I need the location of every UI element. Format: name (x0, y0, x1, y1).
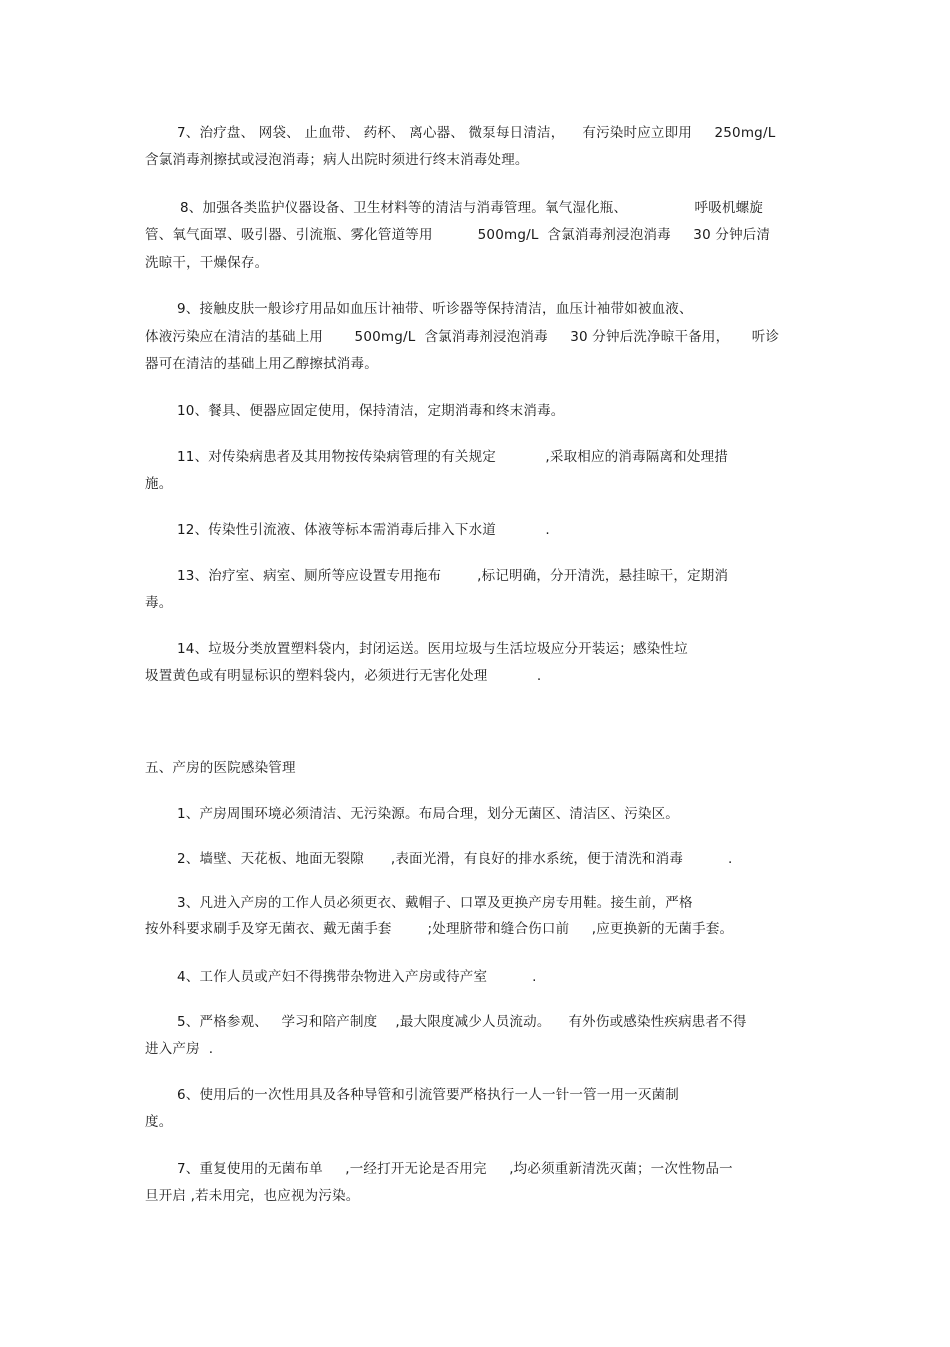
text-line: 旦开启 ,若未用完，也应视为污染。 (145, 1188, 360, 1204)
text-line: 3、凡进入产房的工作人员必须更衣、戴帽子、口罩及更换产房专用鞋。接生前，严格 (177, 895, 693, 911)
text-line: 8、加强各类监护仪器设备、卫生材料等的清洁与消毒管理。氧气湿化瓶、 呼吸机螺旋 (180, 200, 764, 216)
text-line: 13、治疗室、病室、厕所等应设置专用拖布 ,标记明确，分开清洗，悬挂晾干，定期消 (177, 568, 729, 584)
text-line: 进入产房 . (145, 1041, 214, 1057)
text-line: 施。 (145, 476, 173, 492)
text-line: 7、重复使用的无菌布单 ,一经打开无论是否用完 ,均必须重新清洗灭菌；一次性物品一 (177, 1161, 733, 1177)
text-line: 器可在清洁的基础上用乙醇擦拭消毒。 (145, 356, 378, 372)
text-line: 含氯消毒剂擦拭或浸泡消毒；病人出院时须进行终末消毒处理。 (145, 152, 529, 168)
text-line: 14、垃圾分类放置塑料袋内，封闭运送。医用垃圾与生活垃圾应分开装运；感染性垃 (177, 641, 688, 657)
text-line: 圾置黄色或有明显标识的塑料袋内，必须进行无害化处理 . (145, 668, 542, 684)
text-line: 10、餐具、便器应固定使用，保持清洁，定期消毒和终末消毒。 (177, 403, 565, 419)
text-line: 6、使用后的一次性用具及各种导管和引流管要严格执行一人一针一管一用一灭菌制 (177, 1087, 679, 1103)
text-line: 12、传染性引流液、体液等标本需消毒后排入下水道 . (177, 522, 550, 538)
text-line: 洗晾干，干燥保存。 (145, 255, 269, 271)
text-line: 体液污染应在清洁的基础上用 500mg/L 含氯消毒剂浸泡消毒 30 分钟后洗净晾干备用， 听诊 (145, 329, 780, 345)
text-line: 按外科要求刷手及穿无菌衣、戴无菌手套 ;处理脐带和缝合伤口前 ,应更换新的无菌手套。 (145, 921, 734, 937)
text-line: 9、接触皮肤一般诊疗用品如血压计袖带、听诊器等保持清洁，血压计袖带如被血液、 (177, 301, 693, 317)
text-line: 2、墙壁、天花板、地面无裂隙 ,表面光滑，有良好的排水系统，便于清洗和消毒 . (177, 851, 733, 867)
text-line: 11、对传染病患者及其用物按传染病管理的有关规定 ,采取相应的消毒隔离和处理措 (177, 449, 728, 465)
text-line: 5、严格参观、 学习和陪产制度 ,最大限度减少人员流动。 有外伤或感染性疾病患者不得 (177, 1014, 747, 1030)
text-line: 度。 (145, 1114, 173, 1130)
text-line: 7、治疗盘、 网袋、 止血带、 药杯、 离心器、 微泵每日清洁， 有污染时应立即用 250mg/L (177, 125, 776, 141)
text-line: 毒。 (145, 595, 173, 611)
text-line: 管、氧气面罩、吸引器、引流瓶、雾化管道等用 500mg/L 含氯消毒剂浸泡消毒 30 分钟后清 (145, 227, 771, 243)
section-heading: 五、产房的医院感染管理 (145, 760, 296, 776)
text-line: 1、产房周围环境必须清洁、无污染源。布局合理，划分无菌区、清洁区、污染区。 (177, 806, 679, 822)
text-line: 4、工作人员或产妇不得携带杂物进入产房或待产室 . (177, 969, 537, 985)
